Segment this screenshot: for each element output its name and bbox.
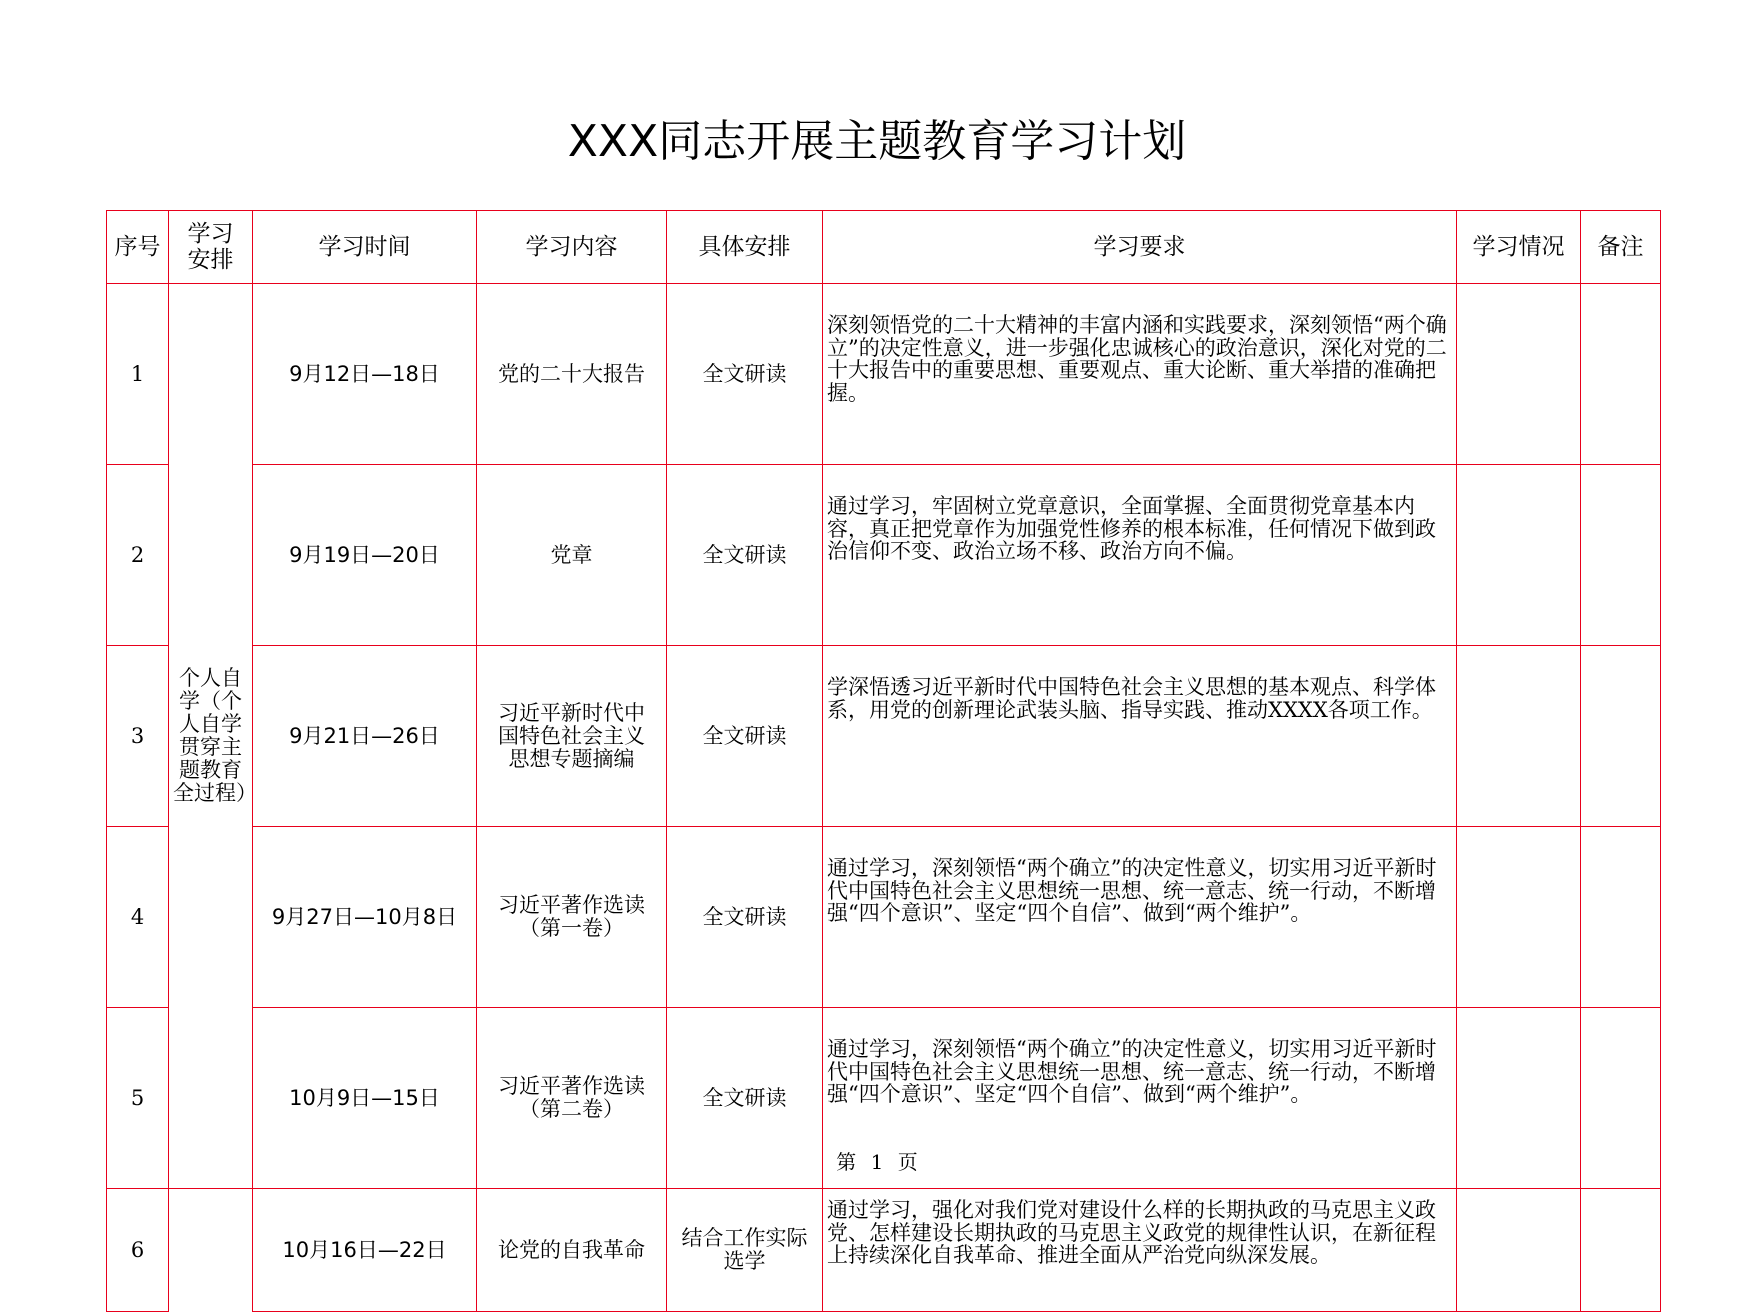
row-schedule: 全文研读 <box>667 284 823 465</box>
table-row <box>107 465 1661 646</box>
row-content: 党章 <box>477 465 667 646</box>
row-status <box>1457 284 1581 465</box>
row-requirement: 通过学习，牢固树立党章意识，全面掌握、全面贯彻党章基本内容，真正把党章作为加强党性修养的根本标准，任何情况下做到政治信仰不变、政治立场不移、政治方向不偏。 <box>823 465 1457 646</box>
row-status <box>1457 1189 1581 1312</box>
row-requirement: 学深悟透习近平新时代中国特色社会主义思想的基本观点、科学体系，用党的创新理论武装头脑、指导实践、推动XXXX各项工作。 <box>823 646 1457 827</box>
row-status <box>1457 465 1581 646</box>
header-seq: 序号 <box>107 211 169 284</box>
row-time: 10月16日—22日 <box>253 1189 477 1312</box>
row-schedule: 全文研读 <box>667 827 823 1008</box>
row-schedule: 结合工作实际选学 <box>667 1189 823 1312</box>
row-schedule: 全文研读 <box>667 1008 823 1189</box>
arrangement-group-cell: 个人自学（个人自学贯穿主题教育全过程） <box>169 284 253 1189</box>
row-arrangement-blank <box>169 1189 253 1312</box>
row-schedule: 全文研读 <box>667 465 823 646</box>
header-status: 学习情况 <box>1457 211 1581 284</box>
row-time: 9月12日—18日 <box>253 284 477 465</box>
row-seq: 6 <box>107 1189 169 1312</box>
header-requirement: 学习要求 <box>823 211 1457 284</box>
row-time: 9月21日—26日 <box>253 646 477 827</box>
row-requirement: 深刻领悟党的二十大精神的丰富内涵和实践要求，深刻领悟“两个确立”的决定性意义，进一步强化忠诚核心的政治意识，深化对党的二十大报告中的重要思想、重要观点、重大论断、重大举措的准确把握。 <box>823 284 1457 465</box>
row-seq: 2 <box>107 465 169 646</box>
row-content: 论党的自我革命 <box>477 1189 667 1312</box>
table-row <box>107 827 1661 1008</box>
row-remarks <box>1581 827 1661 1008</box>
row-remarks <box>1581 465 1661 646</box>
row-content: 习近平新时代中国特色社会主义思想专题摘编 <box>477 646 667 827</box>
row-time: 9月27日—10月8日 <box>253 827 477 1008</box>
row-seq: 5 <box>107 1008 169 1189</box>
table-header-row <box>107 211 1661 284</box>
page-number: 第 1 页 <box>836 1150 918 1174</box>
table-row <box>107 646 1661 827</box>
row-seq: 4 <box>107 827 169 1008</box>
page-title: XXX同志开展主题教育学习计划 <box>567 116 1187 167</box>
row-seq: 1 <box>107 284 169 465</box>
row-requirement: 通过学习，深刻领悟“两个确立”的决定性意义，切实用习近平新时代中国特色社会主义思想统一思想、统一意志、统一行动，不断增强“四个意识”、坚定“四个自信”、做到“两个维护”。 <box>823 1008 1457 1189</box>
header-schedule: 具体安排 <box>667 211 823 284</box>
row-remarks <box>1581 1189 1661 1312</box>
row-time: 9月19日—20日 <box>253 465 477 646</box>
table-row <box>107 284 1661 465</box>
row-seq: 3 <box>107 646 169 827</box>
table-row <box>107 1189 1661 1312</box>
row-time: 10月9日—15日 <box>253 1008 477 1189</box>
header-time: 学习时间 <box>253 211 477 284</box>
row-remarks <box>1581 284 1661 465</box>
row-remarks <box>1581 646 1661 827</box>
header-arrangement: 学习安排 <box>169 211 253 284</box>
row-requirement: 通过学习，深刻领悟“两个确立”的决定性意义，切实用习近平新时代中国特色社会主义思想统一思想、统一意志、统一行动，不断增强“四个意识”、坚定“四个自信”、做到“两个维护”。 <box>823 827 1457 1008</box>
row-status <box>1457 646 1581 827</box>
row-content: 习近平著作选读（第一卷） <box>477 827 667 1008</box>
row-schedule: 全文研读 <box>667 646 823 827</box>
row-requirement: 通过学习，强化对我们党对建设什么样的长期执政的马克思主义政党、怎样建设长期执政的马克思主义政党的规律性认识，在新征程上持续深化自我革命、推进全面从严治党向纵深发展。 <box>823 1189 1457 1312</box>
row-status <box>1457 827 1581 1008</box>
row-content: 习近平著作选读（第二卷） <box>477 1008 667 1189</box>
header-remarks: 备注 <box>1581 211 1661 284</box>
header-content: 学习内容 <box>477 211 667 284</box>
row-content: 党的二十大报告 <box>477 284 667 465</box>
